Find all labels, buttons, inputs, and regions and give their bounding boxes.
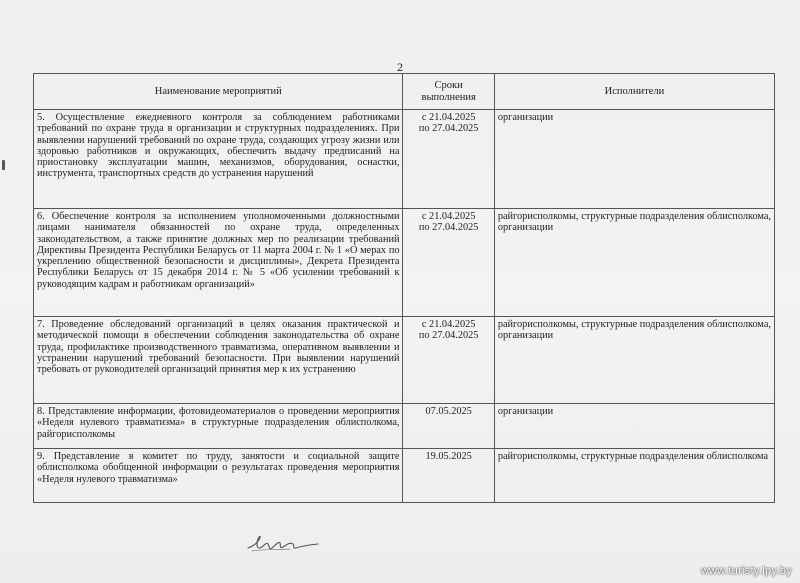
row-dates (403, 209, 494, 317)
events-table (33, 73, 775, 503)
row-date-from: с 21.04.2025 (421, 112, 476, 123)
header-executors: Исполнители (494, 74, 774, 110)
row-date-from: 19.05.2025 (425, 451, 472, 462)
page-number: 2 (397, 60, 403, 74)
row-date-to: по 27.04.2025 (418, 222, 479, 234)
row-description: 9. Представление в комитет по труду, занятости и социальной защите облисполкома обобщенной информации о результатах проведения мероприятия «Неделя нулевого травматизма» (34, 449, 403, 503)
row-executors: райгорисполкомы, структурные подразделения облисполкома, организации (494, 317, 774, 404)
header-dates: Сроки выполнения (403, 74, 494, 110)
row-executors: райгорисполкомы, структурные подразделения облисполкома (494, 449, 774, 503)
row-description: 7. Проведение обследований организаций в целях оказания практической и методической помощи в обеспечении соблюдения законодательства об охране труда, профилактике производственного травматизма, оперативном выявлении и устранении нарушений требований безопасности. При выявлении нарушений требовать от руководителей организаций принятия мер к их устранению (34, 317, 403, 404)
binding-mark (2, 160, 5, 170)
header-name: Наименование мероприятий (34, 74, 403, 110)
row-date-from: 07.05.2025 (425, 406, 472, 417)
site-watermark: www.turisty.lpy.by (700, 565, 792, 577)
row-executors: райгорисполкомы, структурные подразделения облисполкома, организации (494, 209, 774, 317)
table-row (34, 317, 775, 404)
row-dates (403, 110, 494, 209)
row-description: 5. Осуществление ежедневного контроля за соблюдением работниками требований по охране труда в организации и структурных подразделениях. При выявлении нарушений требований по охране труда, создающих угрозу жизни или здоровью работников и окружающих, обеспечить выдачу предписаний на приостановку эксплуатации машин, механизмов, оборудования, оснастки, инструмента, транспортных средств до устранения нарушений (34, 110, 403, 209)
table-row (34, 404, 775, 449)
table-row (34, 209, 775, 317)
row-date-to: по 27.04.2025 (418, 123, 479, 135)
row-date-from: с 21.04.2025 (421, 211, 476, 222)
table-row (34, 110, 775, 209)
row-description: 6. Обеспечение контроля за исполнением уполномоченными должностными лицами нанимателя обязанностей по охране труда, определенных законодательством, а также принятие должных мер по реализации требований Директивы Президента Республики Беларусь от 11 марта 2004 г. № 1 «О мерах по укреплению общественной безопасности и дисциплины», Декрета Президента Республики Беларусь от 15 декабря 2014 г. № 5 «Об усилении требований к руководящим кадрам и работникам организаций» (34, 209, 403, 317)
row-date-to: по 27.04.2025 (418, 330, 479, 342)
row-date-from: с 21.04.2025 (421, 319, 476, 330)
row-dates (403, 317, 494, 404)
row-description: 8. Представление информации, фотовидеоматериалов о проведении мероприятия «Неделя нулевого травматизма» в структурные подразделения облисполкома, райгорисполкомы (34, 404, 403, 449)
row-executors: организации (494, 110, 774, 209)
table-header-row (34, 74, 775, 110)
row-executors: организации (494, 404, 774, 449)
table-row (34, 449, 775, 503)
row-dates (403, 404, 494, 449)
handwritten-signature (246, 532, 320, 554)
row-dates (403, 449, 494, 503)
